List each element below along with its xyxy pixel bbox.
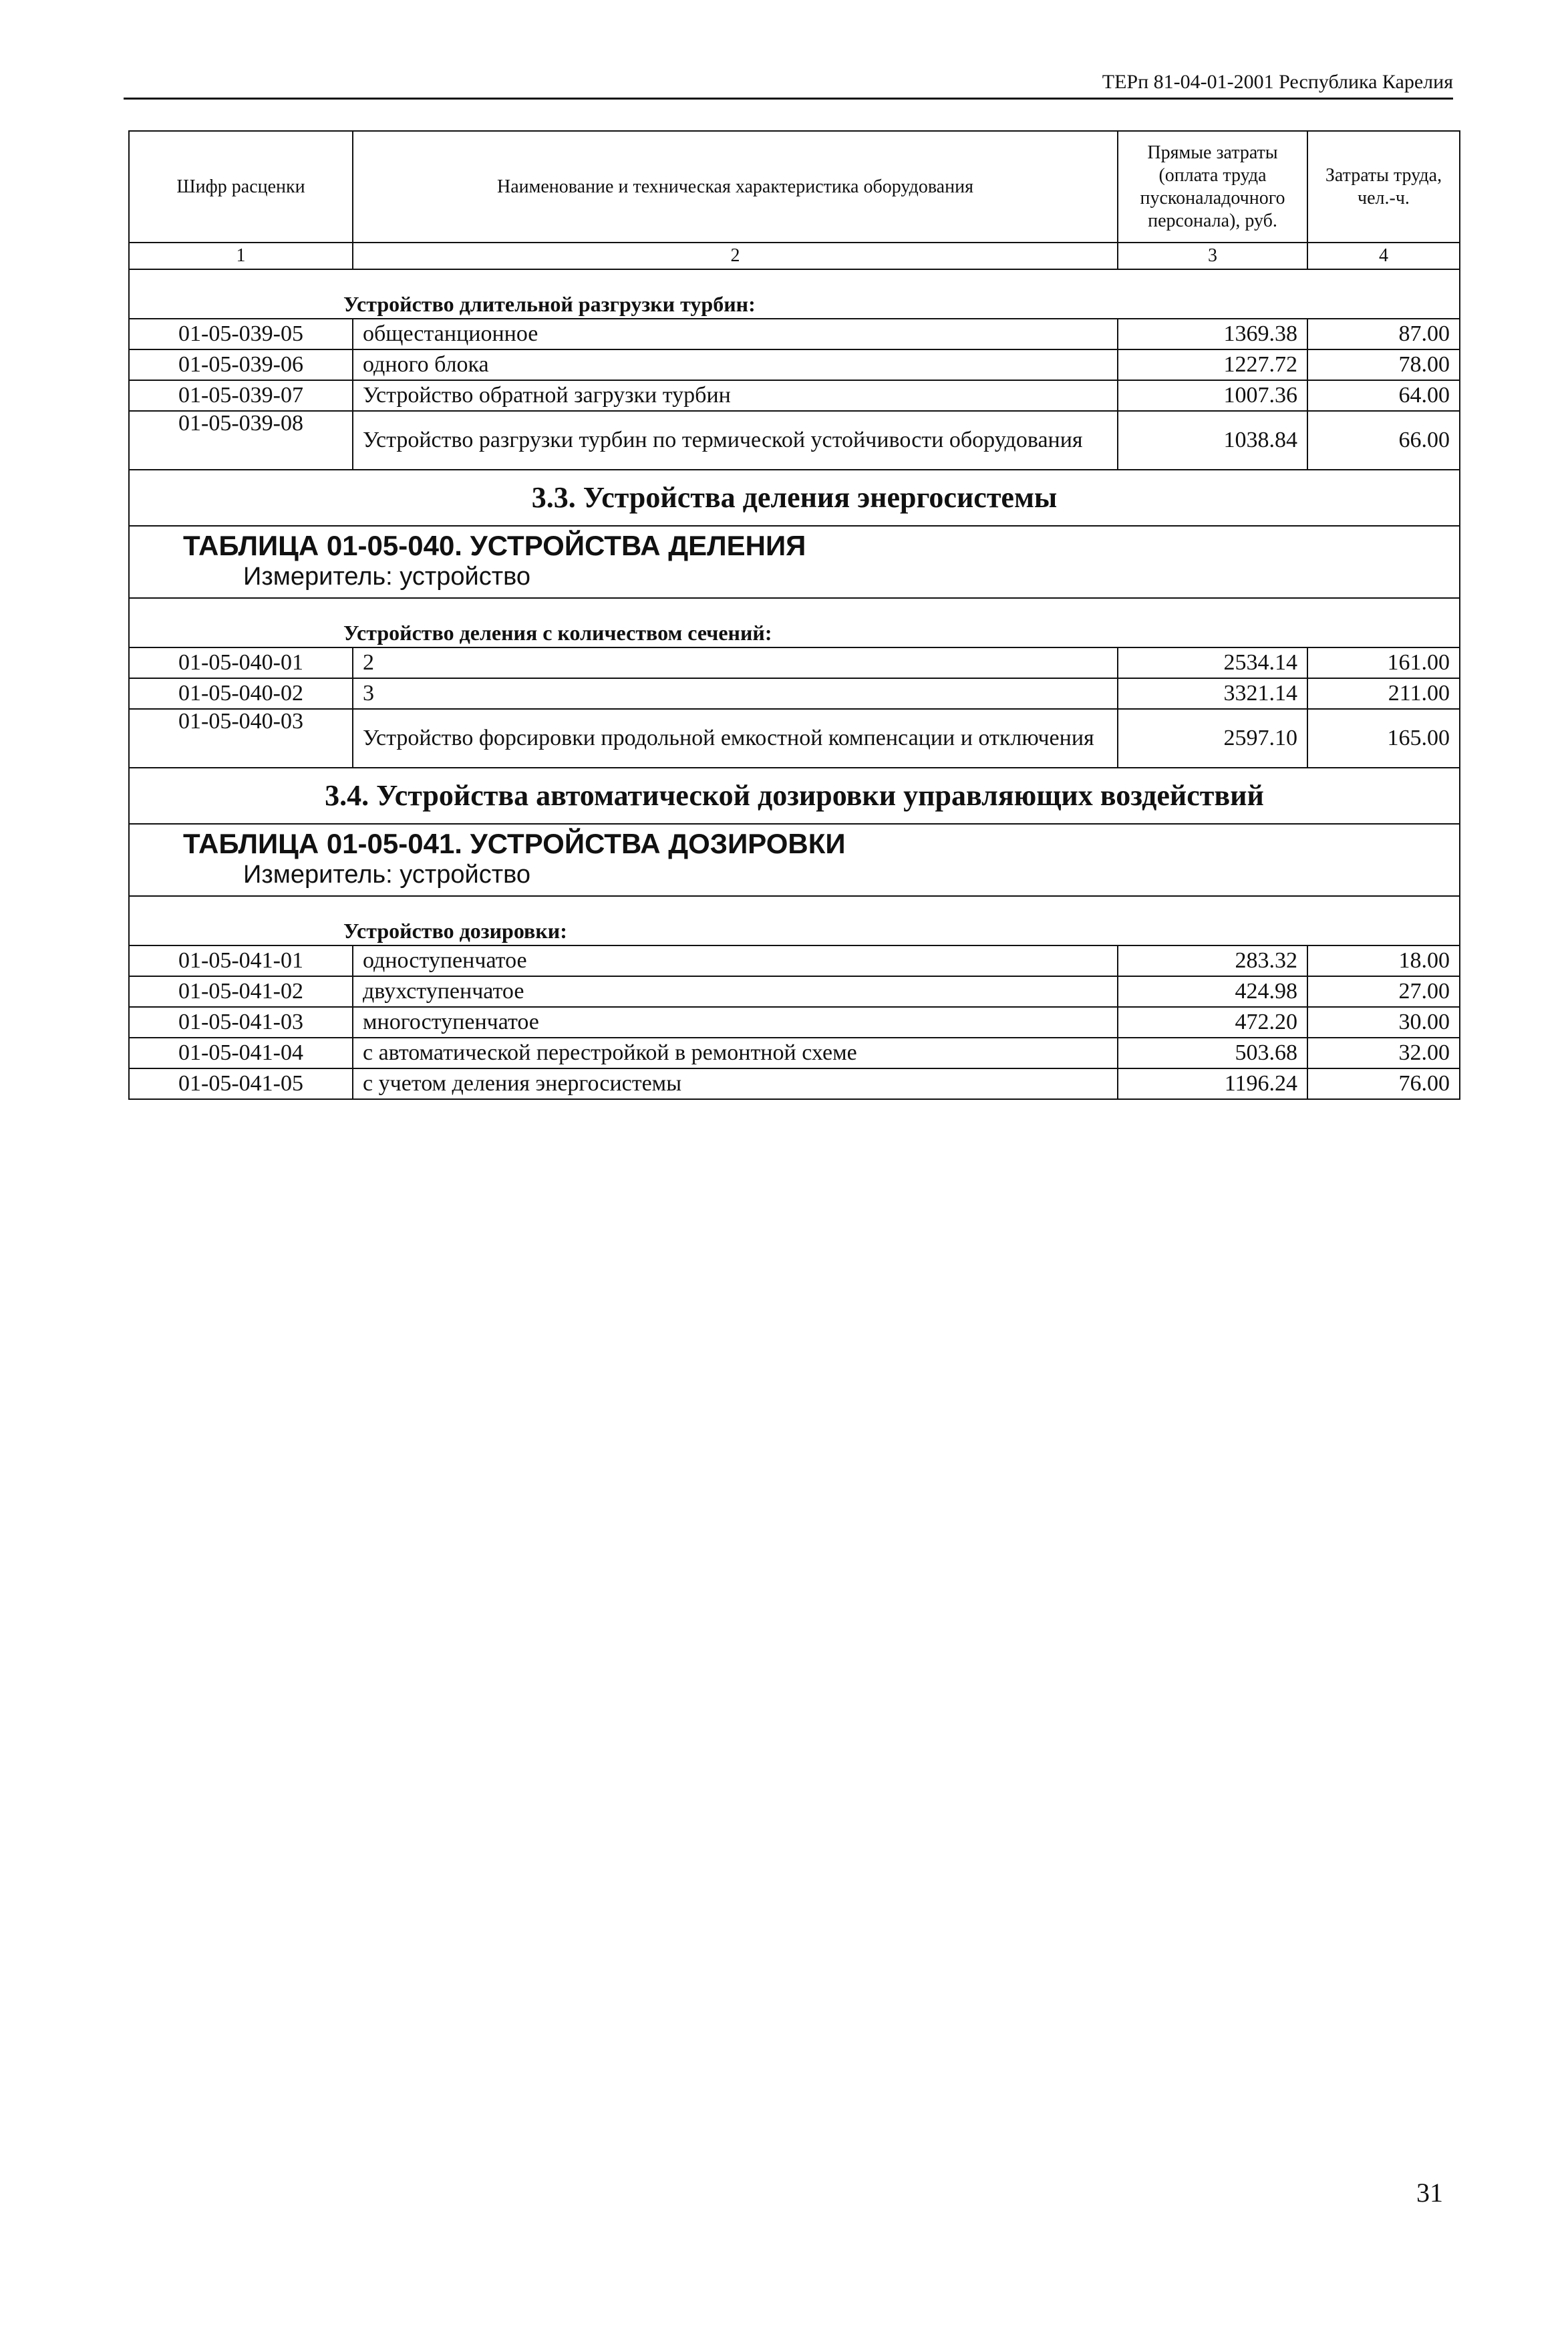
rate-cost: 1007.36	[1118, 380, 1307, 411]
rate-cost: 424.98	[1118, 976, 1307, 1007]
rate-name: двухступенчатое	[353, 976, 1118, 1007]
rate-labor: 211.00	[1307, 678, 1460, 709]
rate-cost: 283.32	[1118, 945, 1307, 976]
rate-code: 01-05-039-07	[129, 380, 353, 411]
rate-labor: 165.00	[1307, 709, 1460, 768]
section-title-row	[129, 470, 1460, 526]
rate-code: 01-05-039-08	[129, 411, 353, 470]
table-row	[129, 647, 1460, 678]
rate-cost: 1038.84	[1118, 411, 1307, 470]
group-subheading-row	[129, 269, 1460, 319]
measure-unit: Измеритель: устройство	[243, 861, 531, 889]
column-number: 4	[1307, 243, 1460, 269]
section-title-row	[129, 768, 1460, 824]
rate-code: 01-05-041-03	[129, 1007, 353, 1038]
column-header-direct-cost: Прямые затраты (оплата труда пусконаладочного персонала), руб.	[1118, 131, 1307, 243]
rate-name: общестанционное	[353, 319, 1118, 349]
table-title-row	[129, 526, 1460, 598]
rate-labor: 76.00	[1307, 1068, 1460, 1099]
document-header: ТЕРп 81-04-01-2001 Республика Карелия	[124, 67, 1453, 100]
table-row	[129, 1007, 1460, 1038]
column-number: 2	[353, 243, 1118, 269]
table-row	[129, 976, 1460, 1007]
rate-labor: 30.00	[1307, 1007, 1460, 1038]
rates-table	[128, 130, 1460, 1100]
rate-code: 01-05-040-03	[129, 709, 353, 768]
rate-name: Устройство обратной загрузки турбин	[353, 380, 1118, 411]
table-title: ТАБЛИЦА 01-05-041. УСТРОЙСТВА ДОЗИРОВКИ	[183, 828, 846, 859]
rate-labor: 161.00	[1307, 647, 1460, 678]
rate-cost: 2534.14	[1118, 647, 1307, 678]
table-row	[129, 678, 1460, 709]
rate-cost: 1227.72	[1118, 349, 1307, 380]
rate-cost: 2597.10	[1118, 709, 1307, 768]
column-header-name: Наименование и техническая характеристика оборудования	[353, 131, 1118, 243]
table-row	[129, 1068, 1460, 1099]
rate-cost: 503.68	[1118, 1038, 1307, 1068]
rate-cost: 472.20	[1118, 1007, 1307, 1038]
table-title-cell	[129, 526, 1460, 598]
rate-labor: 27.00	[1307, 976, 1460, 1007]
rate-labor: 66.00	[1307, 411, 1460, 470]
rate-cost: 1369.38	[1118, 319, 1307, 349]
rate-name: с автоматической перестройкой в ремонтной схеме	[353, 1038, 1118, 1068]
rate-name: одного блока	[353, 349, 1118, 380]
column-number-row	[129, 243, 1460, 269]
group-subheading: Устройство деления с количеством сечений:	[129, 598, 1460, 647]
table-row	[129, 349, 1460, 380]
column-number: 1	[129, 243, 353, 269]
column-header-code: Шифр расценки	[129, 131, 353, 243]
group-subheading: Устройство дозировки:	[129, 896, 1460, 945]
rate-code: 01-05-041-01	[129, 945, 353, 976]
rate-code: 01-05-041-05	[129, 1068, 353, 1099]
group-subheading-row	[129, 896, 1460, 945]
rate-labor: 78.00	[1307, 349, 1460, 380]
rate-name: многоступенчатое	[353, 1007, 1118, 1038]
measure-unit: Измеритель: устройство	[243, 563, 531, 591]
column-header-row	[129, 131, 1460, 243]
table-row	[129, 319, 1460, 349]
group-subheading-row	[129, 598, 1460, 647]
rate-labor: 87.00	[1307, 319, 1460, 349]
section-title: 3.3. Устройства деления энергосистемы	[129, 470, 1460, 526]
rate-labor: 18.00	[1307, 945, 1460, 976]
rate-name: с учетом деления энергосистемы	[353, 1068, 1118, 1099]
rate-name: 2	[353, 647, 1118, 678]
rate-cost: 3321.14	[1118, 678, 1307, 709]
group-subheading: Устройство длительной разгрузки турбин:	[129, 269, 1460, 319]
table-row	[129, 411, 1460, 470]
rate-name: Устройство разгрузки турбин по термической устойчивости оборудования	[353, 411, 1118, 470]
rate-cost: 1196.24	[1118, 1068, 1307, 1099]
column-number: 3	[1118, 243, 1307, 269]
rate-code: 01-05-039-05	[129, 319, 353, 349]
table-title-cell	[129, 824, 1460, 896]
column-header-labor: Затраты труда, чел.-ч.	[1307, 131, 1460, 243]
rate-name: одноступенчатое	[353, 945, 1118, 976]
table-row	[129, 709, 1460, 768]
rate-name: 3	[353, 678, 1118, 709]
rate-code: 01-05-040-01	[129, 647, 353, 678]
rate-code: 01-05-041-04	[129, 1038, 353, 1068]
rate-code: 01-05-039-06	[129, 349, 353, 380]
rate-code: 01-05-040-02	[129, 678, 353, 709]
table-row	[129, 380, 1460, 411]
section-title: 3.4. Устройства автоматической дозировки управляющих воздействий	[129, 768, 1460, 824]
rate-labor: 64.00	[1307, 380, 1460, 411]
page-number: 31	[1416, 2178, 1443, 2208]
table-title: ТАБЛИЦА 01-05-040. УСТРОЙСТВА ДЕЛЕНИЯ	[183, 530, 806, 561]
rate-code: 01-05-041-02	[129, 976, 353, 1007]
table-row	[129, 1038, 1460, 1068]
rate-labor: 32.00	[1307, 1038, 1460, 1068]
rate-name: Устройство форсировки продольной емкостной компенсации и отключения	[353, 709, 1118, 768]
table-row	[129, 945, 1460, 976]
table-title-row	[129, 824, 1460, 896]
